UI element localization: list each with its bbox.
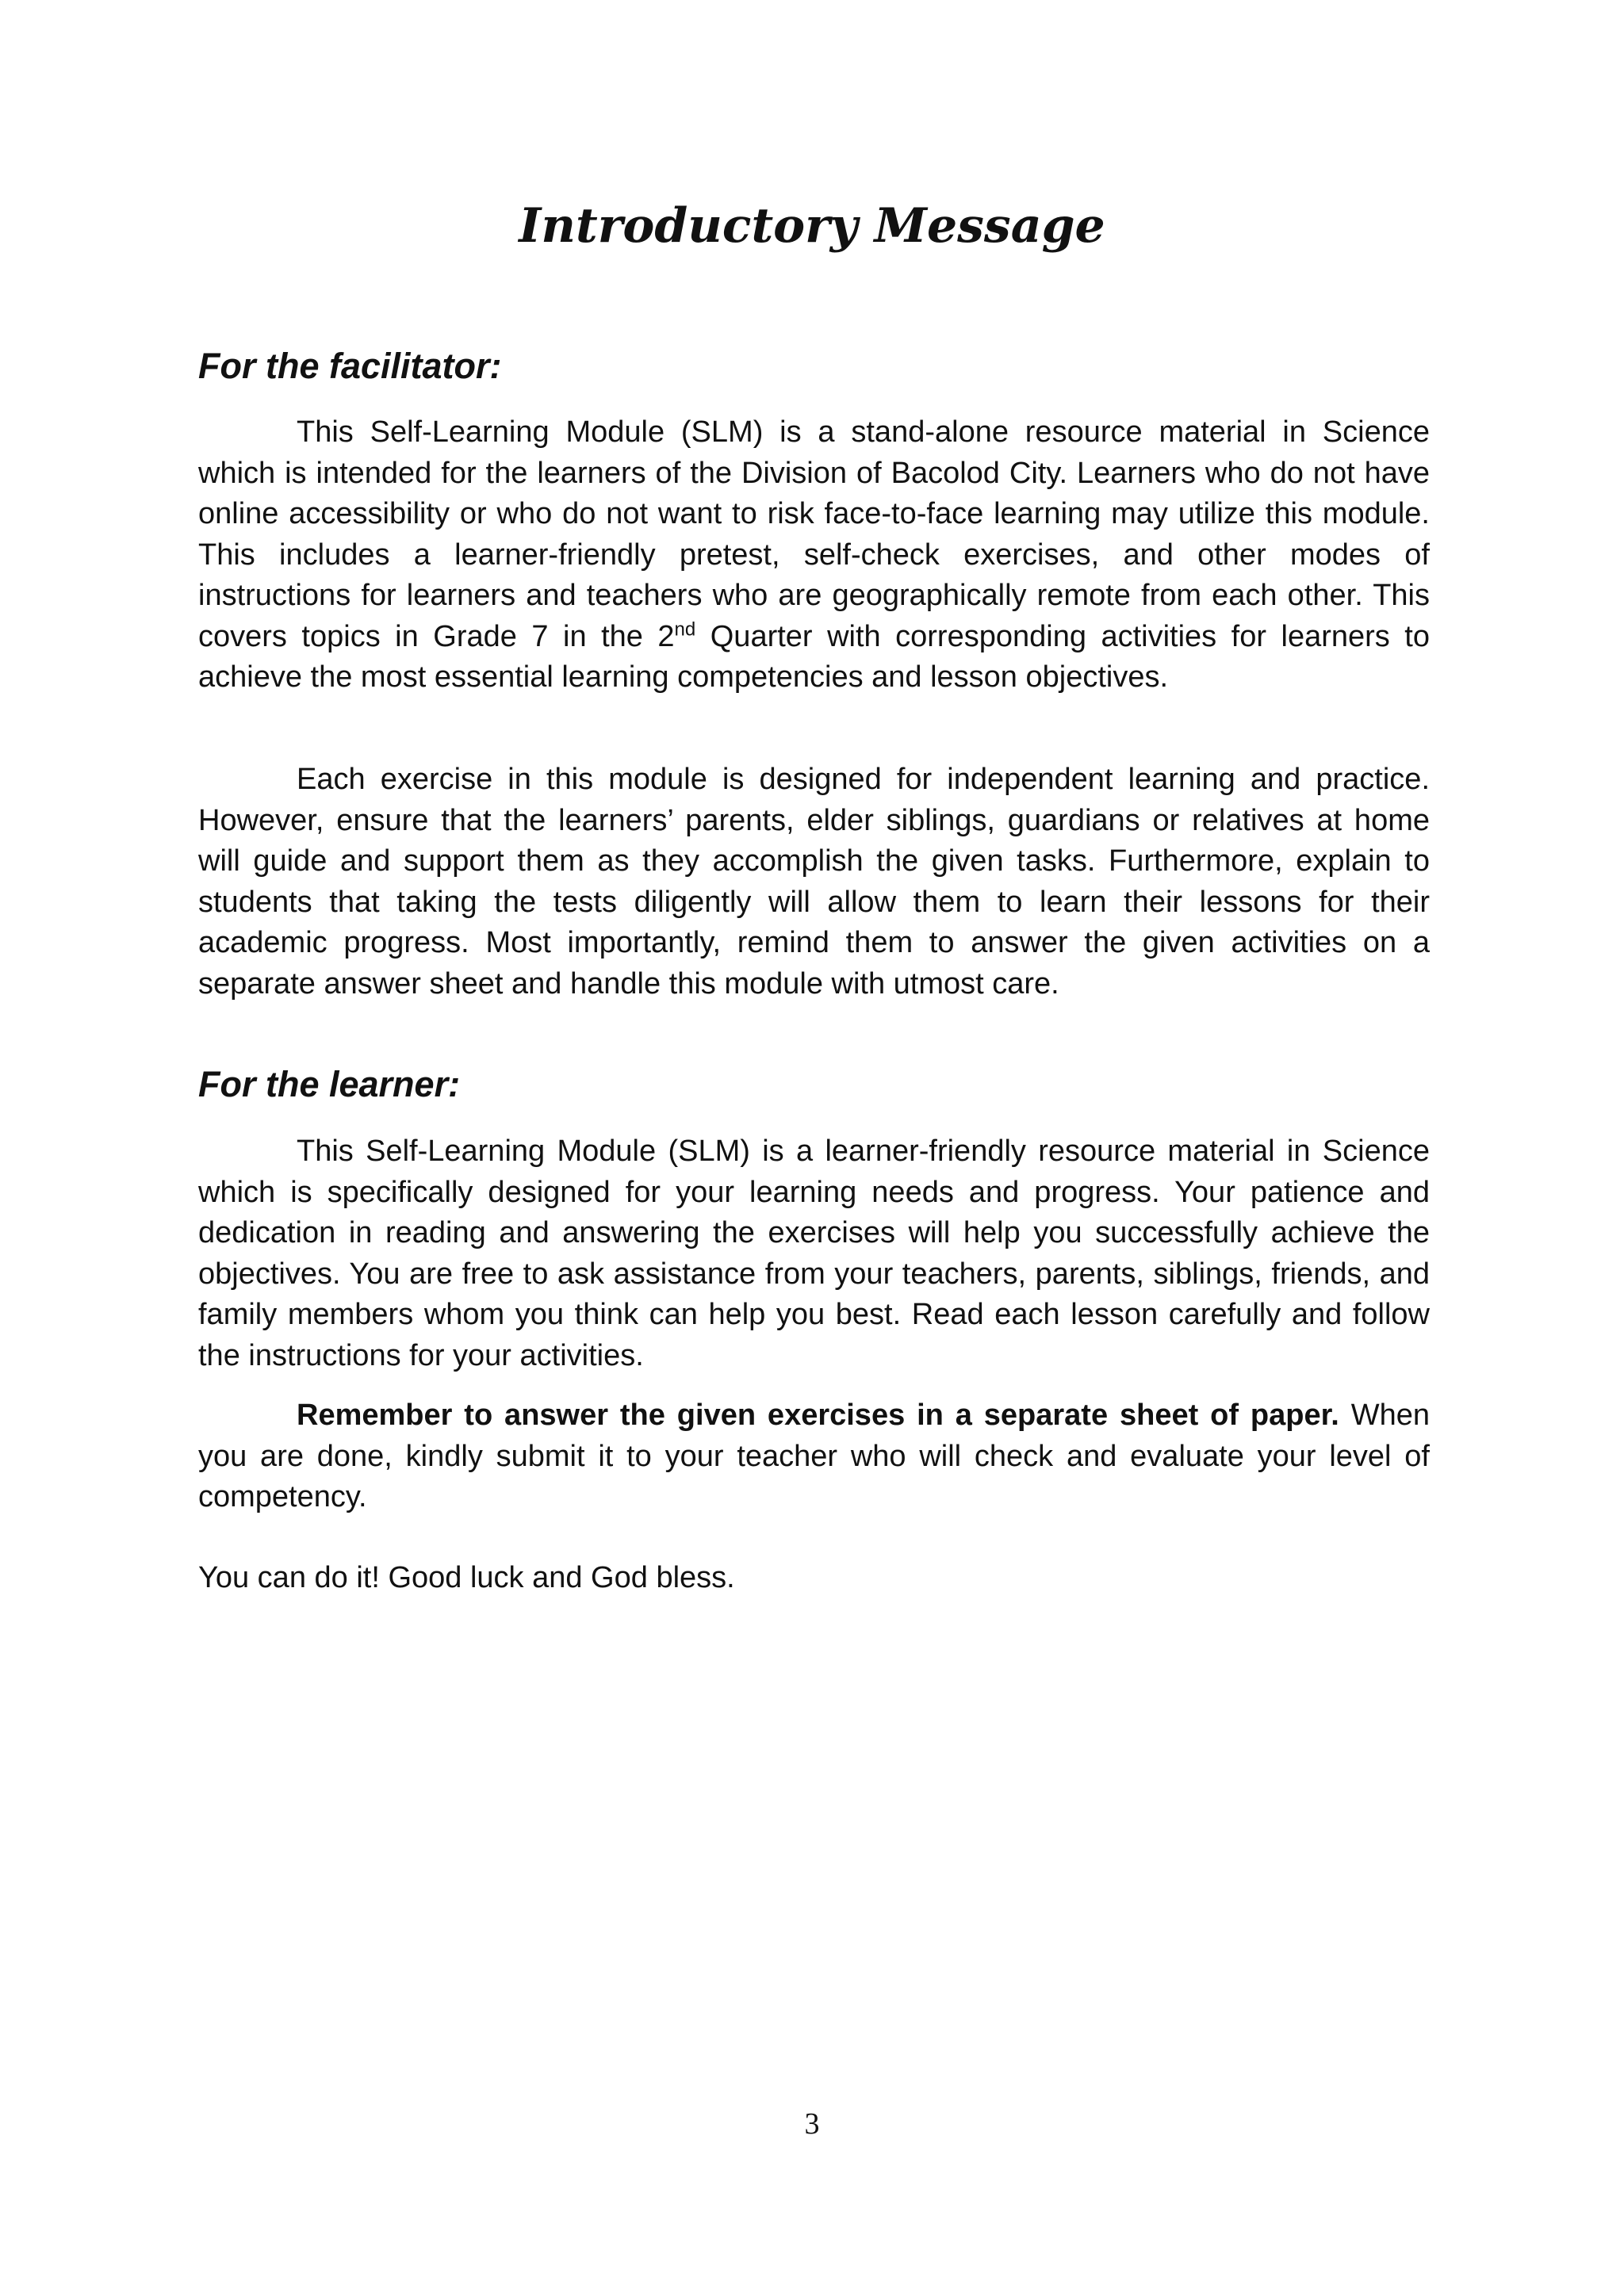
closing-line: You can do it! Good luck and God bless. <box>198 1561 735 1594</box>
learner-paragraph-2 <box>198 1395 1430 1518</box>
facilitator-paragraph-2: Each exercise in this module is designed for independent learning and practice. However, ensure that the learners’ parents, elder siblings, guardians or relatives at home will guide and support them as they accomplish the given tasks. Furthermore, explain to students that taking the tests diligently will allow them to learn their lessons for their academic progress. Most importantly, remind them to answer the given activities on a separate answer sheet and handle this module with utmost care. <box>198 763 1430 1001</box>
facilitator-heading: For the facilitator: <box>198 346 502 386</box>
facilitator-paragraph-1-text: This Self-Learning Module (SLM) is a stand-alone resource material in Science which is intended for the learners of the Division of Bacolod City. Learners who do not have online accessibility or who do not want to risk face-to-face learning may utilize this module. This includes a learner-friendly pretest, self-check exercises, and other modes of instructions for learners and teachers who are geographically remote from each other. This covers topics in Grade 7 in the 2 <box>198 415 1430 653</box>
reminder-bold-text: Remember to answer the given exercises in a separate sheet of paper. <box>297 1399 1339 1432</box>
page-title: Introductory Message <box>519 198 1105 254</box>
page-number: 3 <box>804 2107 820 2141</box>
learner-heading: For the learner: <box>198 1064 461 1104</box>
learner-paragraph-1: This Self-Learning Module (SLM) is a learner-friendly resource material in Science which is specifically designed for your learning needs and progress. Your patience and dedication in reading and answering the exercises will help you successfully achieve the objectives. You are free to ask assistance from your teachers, parents, siblings, friends, and family members whom you think can help you best. Read each lesson carefully and follow the instructions for your activities. <box>198 1135 1430 1372</box>
ordinal-suffix: nd <box>674 618 696 640</box>
reminder-rest-text: When you are done, kindly submit it to your teacher who will check and evaluate your level of competency. <box>198 1399 1430 1513</box>
facilitator-paragraph-1 <box>198 412 1430 698</box>
facilitator-paragraph-1-text-end: Quarter with corresponding activities for learners to achieve the most essential learning competencies and lesson objectives. <box>198 619 1430 694</box>
